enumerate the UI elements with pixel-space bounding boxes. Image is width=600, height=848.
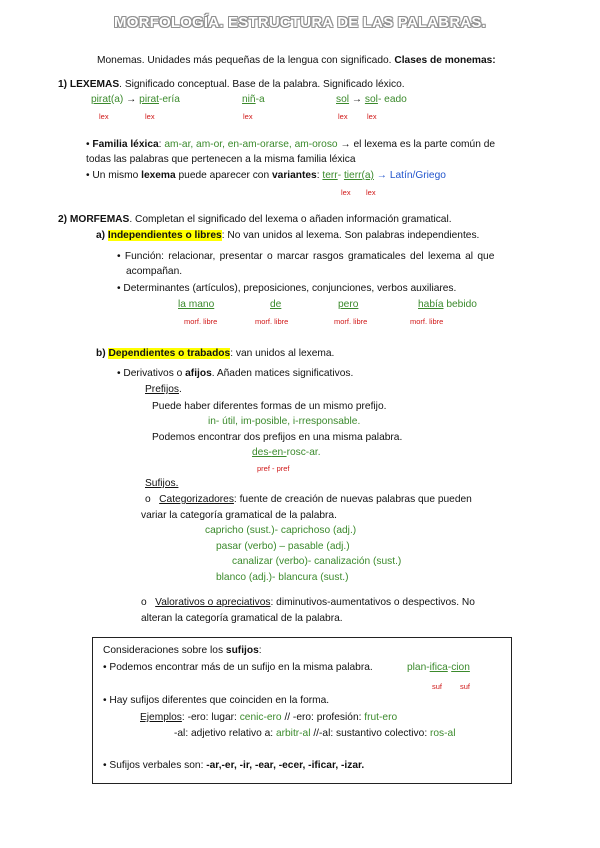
prefijos-line2: Podemos encontrar dos prefijos en una misma palabra. [152, 432, 403, 443]
categorizadores-line: o Categorizadores: fuente de creación de nuevas palabras que pueden [145, 494, 472, 505]
morfemas-heading: 2) MORFEMAS. Completan el significado del lexema o añaden información gramatical. [58, 214, 452, 225]
suf-label: suf [432, 682, 443, 691]
familia-lexica-line2: todas las palabras que pertenecen a la misma familia léxica [86, 154, 356, 165]
prefijos-line1: Puede haber diferentes formas de un mismo prefijo. [152, 401, 387, 412]
prefijos-example2: des-en-rosc-ar. [252, 447, 321, 458]
funcion-line: • Función: relacionar, presentar o marcar rasgos gramaticales del lexema al que [117, 251, 495, 262]
morf-example-habia: había bebido [418, 299, 477, 310]
pref-label: pref - pref [257, 464, 290, 473]
morf-example-mano: la mano [178, 299, 215, 310]
box-line1-example: plan-ifica-cion [407, 662, 470, 673]
box-line2: • Hay sufijos diferentes que coinciden en la forma. [103, 695, 330, 706]
prefijos-heading: Prefijos. [145, 384, 182, 395]
lex-label: lex [338, 112, 348, 121]
lexema-example-nina: niñ-a [242, 94, 265, 105]
lexemas-heading: 1) LEXEMAS. Significado conceptual. Base de la palabra. Significado léxico. [58, 79, 405, 90]
lex-label: lex [341, 188, 351, 197]
prefijos-example: in- útil, im-posible, i-rresponsable. [208, 416, 361, 427]
box-ejemplos-line2: -al: adjetivo relativo a: arbitr-al //-al: sustantivo colectivo: ros-al [174, 728, 456, 739]
categorizadores-line2: variar la categoría gramatical de la palabra. [141, 510, 337, 521]
lexema-examples: pirat(a) → pirat-ería [91, 94, 180, 105]
funcion-line2: acompañan. [126, 266, 183, 277]
box-line1: • Podemos encontrar más de un sufijo en la misma palabra. [103, 662, 373, 673]
intro-line: Monemas. Unidades más pequeñas de la lengua con significado. Clases de monemas: [97, 55, 496, 66]
sufijos-heading: Sufijos. [145, 478, 179, 489]
page-title: MORFOLOGÍA. ESTRUCTURA DE LAS PALABRAS. [114, 14, 486, 31]
lex-label: lex [367, 112, 377, 121]
lex-label: lex [145, 112, 155, 121]
morf-libre-label: morf. libre [410, 317, 444, 326]
valorativos-line: o Valorativos o apreciativos: diminutivos-aumentativos o despectivos. No [141, 597, 475, 608]
box-ejemplos-line1: Ejemplos: -ero: lugar: cenic-ero // -ero: profesión: frut-ero [140, 712, 398, 723]
derivativos-line: • Derivativos o afijos. Añaden matices significativos. [117, 368, 354, 379]
variantes-line: • Un mismo lexema puede aparecer con variantes: terr- tierr(a) → Latín/Griego [86, 170, 446, 181]
categorizadores-example2: pasar (verbo) – pasable (adj.) [216, 541, 350, 552]
dependientes-heading: b) Dependientes o trabados: van unidos al lexema. [96, 348, 335, 359]
box-line3: • Sufijos verbales son: -ar,-er, -ir, -ear, -ecer, -ificar, -izar. [103, 760, 365, 771]
lexema-example-sol: sol → sol- eado [336, 94, 407, 105]
valorativos-line2: alteran la categoría gramatical de la palabra. [141, 613, 343, 624]
familia-lexica-line: • Familia léxica: am-ar, am-or, en-am-orarse, am-oroso → el lexema es la parte común de [86, 139, 496, 150]
morf-libre-label: morf. libre [334, 317, 368, 326]
independientes-heading: a) Independientes o libres: No van unidos al lexema. Son palabras independientes. [96, 230, 480, 241]
categorizadores-example3: canalizar (verbo)- canalización (sust.) [232, 556, 402, 567]
morf-libre-label: morf. libre [255, 317, 289, 326]
lex-label: lex [366, 188, 376, 197]
morf-example-de: de [270, 299, 282, 310]
morf-example-pero: pero [338, 299, 359, 310]
determinantes-line: • Determinantes (artículos), preposiciones, conjunciones, verbos auxiliares. [117, 283, 457, 294]
categorizadores-example1: capricho (sust.)- caprichoso (adj.) [205, 525, 357, 536]
lex-label: lex [99, 112, 109, 121]
categorizadores-example4: blanco (adj.)- blancura (sust.) [216, 572, 349, 583]
morf-libre-label: morf. libre [184, 317, 218, 326]
lex-label: lex [243, 112, 253, 121]
box-heading: Consideraciones sobre los sufijos: [103, 645, 262, 656]
suf-label: suf [460, 682, 471, 691]
